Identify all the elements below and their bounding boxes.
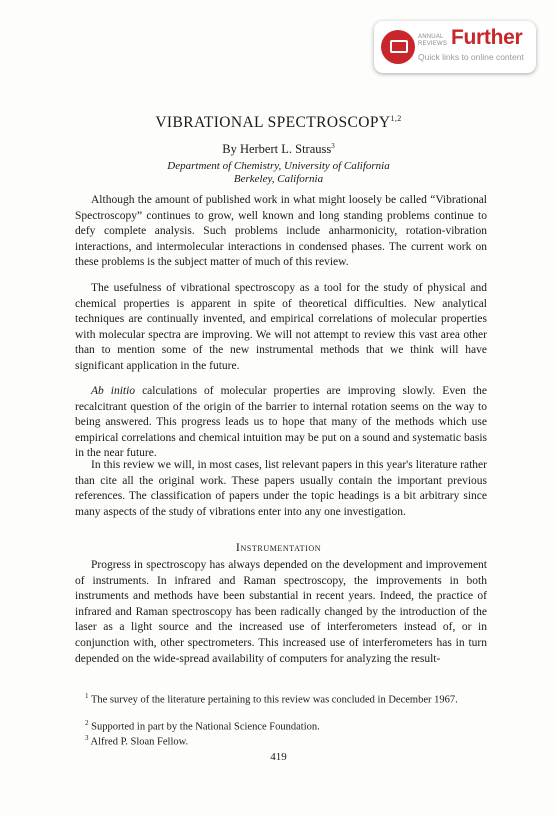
badge-tagline: Quick links to online content <box>418 52 524 62</box>
paragraph-4: In this review we will, in most cases, list relevant papers in this year's literature rather than cite all the original work. These papers usually contain the important previous references. The classification of papers under the topic headings is a bit arbitrary since many aspects of the study of vibrations enter into any one investigation. <box>75 459 487 518</box>
footnote-3: $^3$ Alfred P. Sloan Fellow. <box>85 734 189 748</box>
affiliation-department: Department of Chemistry, University of California <box>167 160 390 172</box>
article-title: VIBRATIONAL SPECTROSCOPY$^{1,2}$ <box>155 114 402 132</box>
title-footnote-marks: 1,2 <box>390 114 402 123</box>
ab-initio-phrase: Ab initio <box>91 385 136 397</box>
footnote-2: $^2$ Supported in part by the National Science Foundation. <box>85 719 320 733</box>
section-heading: Instrumentation <box>235 540 322 554</box>
paragraph-5: Progress in spectroscopy has always depended on the development and improvement of instruments. In infrared and Raman spectroscopy, the improvements in both instruments and methods have been substantial in recent years. Indeed, the practice of infrared and Raman spectroscopy has been radically changed by the introduction of the laser as a light source and the increased use of interferometers instead of, or in conjunction with, other spectrometers. This increased use of interferometers has in turn depended on the wide-spread availability of computers for analyzing the result- <box>75 559 487 665</box>
byline-footnote-mark: 3 <box>331 142 335 150</box>
paragraph-1: Although the amount of published work in what might loosely be called “Vibrational Spectroscopy” continues to grow, well known and long standing problems continue to defy complete analysis. Such problems include anharmonicity, rotation-vibration interactions, and intermolecular interactions in condensed phases. The current work on these problems is the subject matter of much of this review. <box>75 194 487 269</box>
badge-publisher: ANNUAL REVIEWS <box>418 34 448 47</box>
affiliation-location: Berkeley, California <box>233 173 324 185</box>
paragraph-3: Ab initio calculations of molecular properties are improving slowly. Even the recalcitrant question of the origin of the barrier to internal rotation seems on the way to being answered. This progress leads us to hope that many of the methods which use empirical correlations and chemical intuition may be put on a sound and systematic basis in the near future. <box>75 385 487 460</box>
further-badge[interactable] <box>374 21 536 73</box>
badge-brand: Further <box>451 26 523 49</box>
further-logo-icon <box>381 30 415 64</box>
page-number: 419 <box>270 751 287 763</box>
footnote-1: $^1$ The survey of the literature pertaining to this review was concluded in December 1967. <box>85 692 458 706</box>
byline: By Herbert L. Strauss$^3$ <box>222 142 335 157</box>
paragraph-2: The usefulness of vibrational spectroscopy as a tool for the study of physical and chemical properties is apparent in spite of theoretical difficulties. New analytical techniques are continually invented, and empirical correlations of molecular properties with molecular spectra are improving. We will not attempt to review this vast area other than to mention some of the new instrumental methods that we think will have significant application in the future. <box>75 282 487 372</box>
